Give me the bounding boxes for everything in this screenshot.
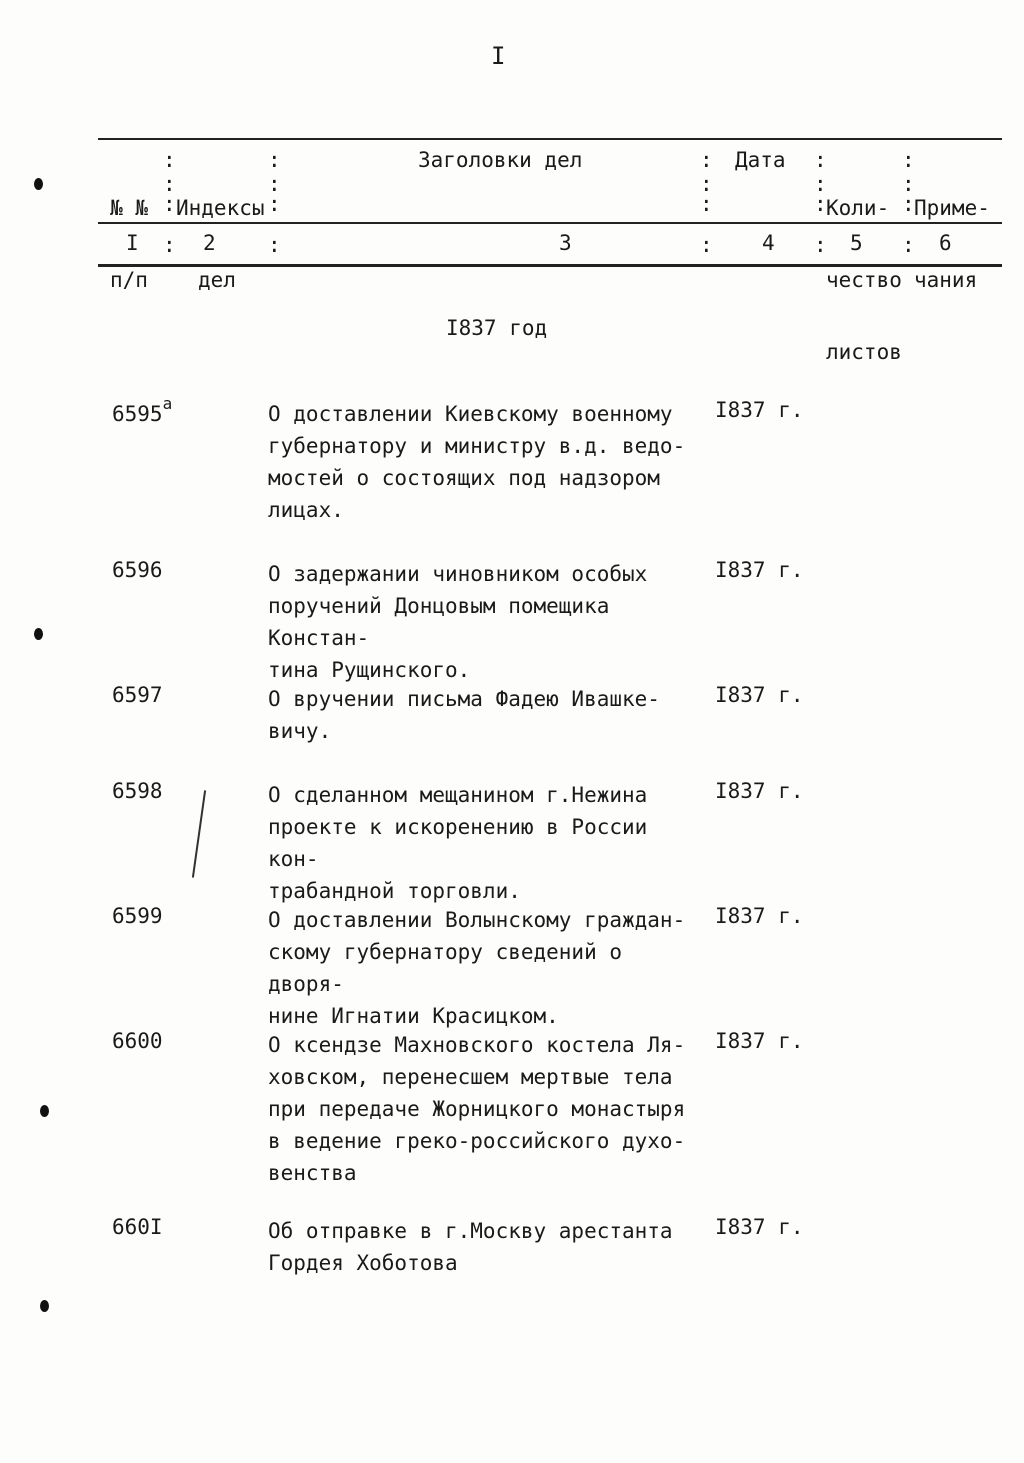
separator: :: [902, 148, 915, 172]
case-date: I837 г.: [715, 558, 804, 582]
page-number: I: [491, 42, 506, 70]
case-date: I837 г.: [715, 683, 804, 707]
case-date: I837 г.: [715, 779, 804, 803]
case-title: О ксендзе Махновского костела Ля- ховском, перенесшем мертвые тела при передаче Жорницкого монастыря в ведение греко-российского духо- венства: [268, 1033, 686, 1185]
table-mid-rule: [98, 222, 1002, 224]
case-number: 660I: [112, 1215, 163, 1239]
separator: :: [902, 172, 915, 196]
header-col-sheets: [826, 148, 902, 412]
case-title: О вручении письма Фадею Ивашке- вичу.: [268, 687, 660, 743]
column-number: 4: [762, 231, 775, 255]
column-number: 3: [559, 231, 572, 255]
case-number: 6599: [112, 904, 163, 928]
binder-hole-icon: [34, 178, 43, 190]
separator: :: [814, 233, 827, 257]
separator: :: [268, 192, 281, 216]
year-heading: I837 год: [446, 316, 548, 340]
table-top-rule: [98, 138, 1002, 140]
column-number: 2: [203, 231, 216, 255]
case-number: 6600: [112, 1029, 163, 1053]
separator: :: [700, 148, 713, 172]
table-bottom-rule: [98, 264, 1002, 267]
separator: :: [902, 192, 915, 216]
separator: :: [902, 233, 915, 257]
header-col-date: Дата: [735, 148, 786, 172]
binder-hole-icon: [34, 628, 43, 640]
header-col-number-line2: п/п: [110, 268, 148, 292]
separator: :: [700, 192, 713, 216]
separator: :: [700, 233, 713, 257]
header-col-notes: [914, 148, 990, 340]
separator: :: [163, 172, 176, 196]
header-col-sheets-line1: Коли-: [826, 196, 890, 220]
case-title: О доставлении Киевскому военному губернатору и министру в.д. ведо- мостей о состоящих под надзором лицах.: [268, 402, 686, 522]
separator: :: [268, 148, 281, 172]
header-col-title: Заголовки дел: [418, 148, 583, 172]
separator: :: [163, 233, 176, 257]
header-col-index-line2: дел: [198, 268, 236, 292]
separator: :: [268, 172, 281, 196]
case-title: Об отправке в г.Москву арестанта Гордея Хоботова: [268, 1219, 673, 1275]
separator: :: [814, 148, 827, 172]
header-col-notes-line1: Приме-: [914, 196, 990, 220]
column-number: 5: [850, 231, 863, 255]
case-date: I837 г.: [715, 398, 804, 422]
case-date: I837 г.: [715, 904, 804, 928]
separator: :: [163, 148, 176, 172]
binder-hole-icon: [40, 1300, 49, 1312]
case-date: I837 г.: [715, 1029, 804, 1053]
case-title: О доставлении Волынскому граждан- скому губернатору сведений о дворя- нине Игнатии Красицком.: [268, 908, 686, 1028]
case-number: 6596: [112, 558, 163, 582]
separator: :: [700, 172, 713, 196]
case-title: О задержании чиновником особых поручений Донцовым помещика Констан- тина Рущинского.: [268, 562, 648, 682]
case-date: I837 г.: [715, 1215, 804, 1239]
case-number: 6598: [112, 779, 163, 803]
case-number: 6597: [112, 683, 163, 707]
column-number: 6: [939, 231, 952, 255]
binder-hole-icon: [40, 1105, 49, 1117]
separator: :: [814, 172, 827, 196]
header-col-number-line1: № №: [110, 196, 148, 220]
separator: :: [163, 192, 176, 216]
header-col-sheets-line3: листов: [826, 340, 902, 364]
header-col-notes-line2: чания: [914, 268, 978, 292]
header-col-index: [176, 148, 265, 340]
separator: :: [268, 233, 281, 257]
header-col-sheets-line2: чество: [826, 268, 902, 292]
case-number-value: 6595: [112, 402, 163, 426]
case-number: [112, 394, 173, 426]
header-col-index-line1: Индексы: [176, 196, 265, 220]
pencil-mark: [192, 790, 206, 877]
column-number: I: [126, 231, 139, 255]
separator: :: [814, 192, 827, 216]
case-number-suffix: а: [162, 394, 173, 413]
case-title: О сделанном мещанином г.Нежина проекте к искоренению в России кон- трабандной торговли.: [268, 783, 648, 903]
